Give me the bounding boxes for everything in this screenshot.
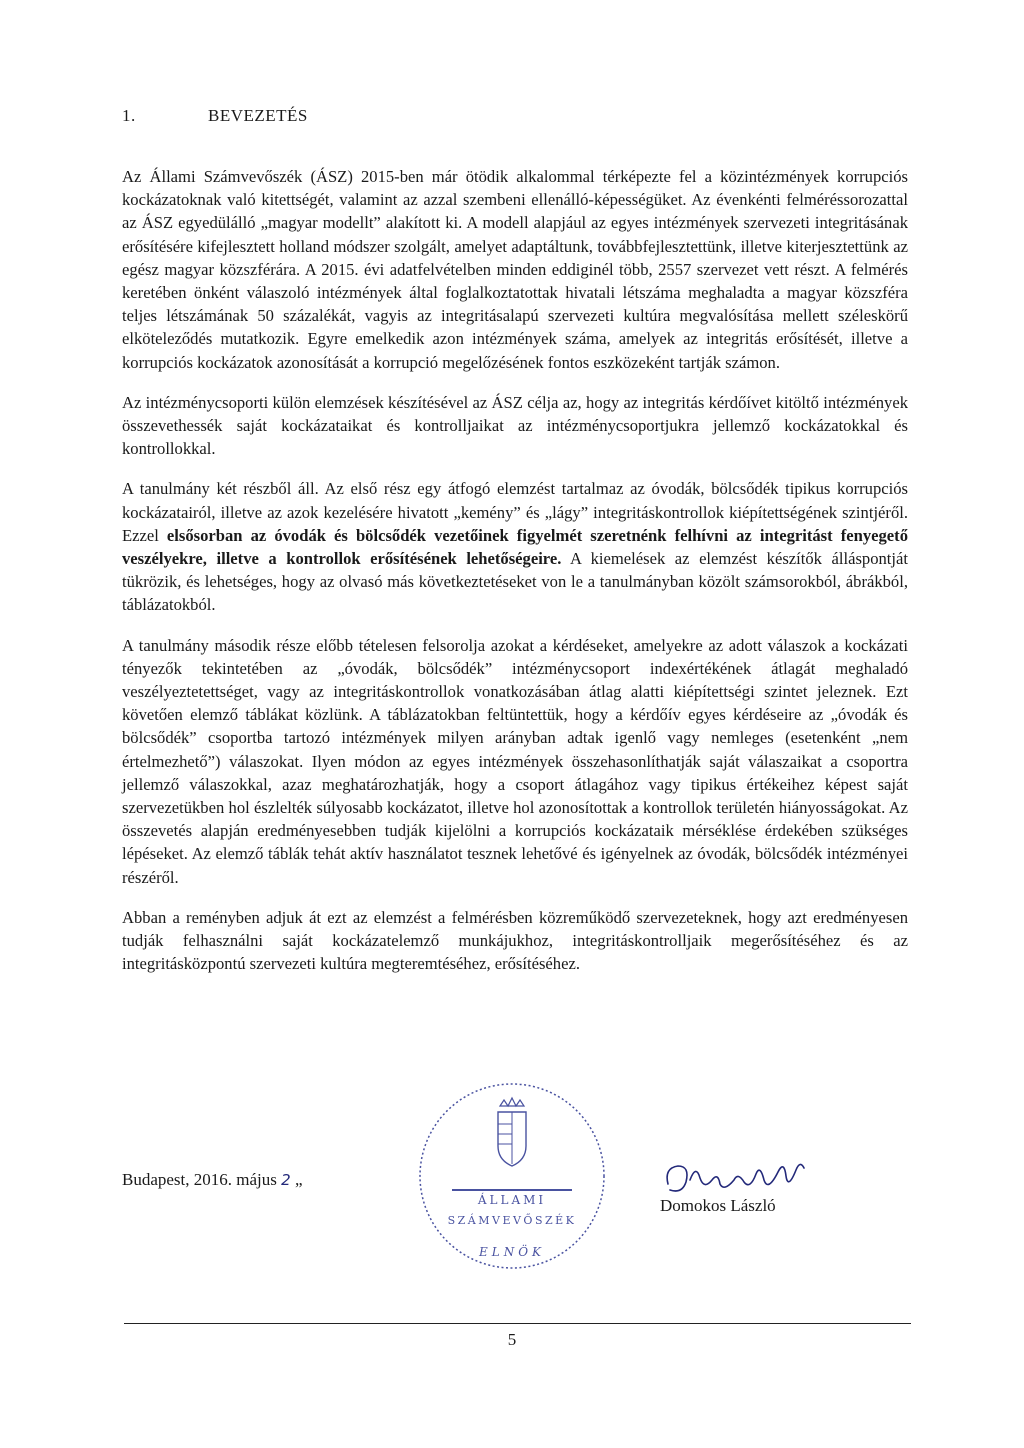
- paragraph-closing: Abban a reményben adjuk át ezt az elemzést a felmérésben közreműködő szervezeteknek, hogy azt eredményesen tudják felhasználni saját kockázatelemző munkájukhoz, integritáskontrolljaik megerősítéséhez és az integritásközpontú szervezeti kultúra megteremtéséhez, erősítéséhez.: [122, 907, 908, 974]
- section-title: BEVEZETÉS: [208, 106, 308, 125]
- page-number: 5: [507, 1330, 517, 1349]
- footer-divider: [124, 1323, 911, 1324]
- signer-name: Domokos László: [660, 1196, 776, 1215]
- paragraph-intro: Az Állami Számvevőszék (ÁSZ) 2015-ben már ötödik alkalommal térképezte fel a közintézmények korrupciós kockázatoknak való kitettségét, valamint az azzal szembeni ellenálló-képességüket. Az évenkénti felméréssorozattal az ÁSZ egyedülálló „magyar modellt” alakított ki. A modell alapjául az egyes intézmények szervezeti integritásának erősítésére kifejlesztett holland módszer szolgált, amelyet adaptáltunk, továbbfejlesztettünk, illetve kiterjesztettünk az egész magyar közszférára. A 2015. évi adatfelvételben minden eddiginél több, 2557 szervezet vett részt. A felmérés keretében önként válaszoló intézmények által foglalkoztatottak hivatali létszáma meghaladta a magyar közszféra teljes létszámának 50 százalékát, vagyis az integritásalapú szervezeti kultúra megvalósítása mellett széleskörű elköteleződés mutatkozik. Egyre emelkedik azon intézmények száma, amelyek az integritás erősítését, illetve a korrupciós kockázatok azonosítását a korrupció megelőzésének fontos eszközeként tartják számon.: [122, 167, 908, 372]
- place-and-date: [122, 1170, 302, 1190]
- paragraph-structure-end: A kiemelések az elemzést készítők álláspontját tükrözik, és lehetséges, hogy az olvasó más következtetéseket von le a tanulmányban közölt számsorokból, ábrákból, táblázatokból.: [122, 549, 908, 615]
- paragraph-second-part: A tanulmány második része előbb tételesen felsorolja azokat a kérdéseket, amelyekre az adott válaszok a kockázati tényezők tekintetében az „óvodák, bölcsődék” intézménycsoport indexértékének átlagát meghaladó veszélyeztetettséget, vagy az integritáskontrollok vonatkozásában átlag alatti kiépítettségi szintet jeleznek. Ezt követően elemző táblákat közlünk. A táblázatokban feltüntettük, hogy a kérdőív egyes kérdéseire az „óvodák és bölcsődék” csoportba tartozó intézmények milyen arányban adtak igenlő vagy nemleges (esetenként „nem értelmezhető”) válaszokat. Ilyen módon az egyes intézmények összehasonlíthatják saját válaszaikat a csoportra jellemző válaszokkal, azaz meghatározhatják, hogy a csoport átlagához vagy tipikus értékeihez képest saját szervezetükben hol észlelték súlyosabb kockázatot, illetve hol azonosítottak a kontrollok területén hiányosságokat. Az összevetés alapján eredményesebben tudják kijelölni a korrupciós kockázataik mérséklése érdekében szükséges lépéseket. Az elemző táblák tehát aktív használatot tesznek lehetővé és igényelnek az óvodák, bölcsődék intézményei részéről.: [122, 635, 908, 887]
- place-date-text: Budapest, 2016. május: [122, 1170, 282, 1189]
- paragraph-structure: [122, 477, 908, 616]
- seal-line-1: ÁLLAMI: [477, 1193, 547, 1207]
- paragraph-structure-emphasis: elsősorban az óvodák és bölcsődék vezetőinek figyelmét szeretnénk felhívni az integritást fenyegető veszélyekre, illetve a kontrollok erősítésének lehetőségeire.: [122, 525, 908, 569]
- official-seal-stamp: [412, 1076, 612, 1276]
- paragraph-purpose: Az intézménycsoporti külön elemzések készítésével az ÁSZ célja az, hogy az integritás kérdőívet kitöltő intézmények összevethessék saját kockázataikat és kontrolljaikat az intézménycsoportjukra jellemző kockázatokkal és kontrollokkal.: [122, 392, 908, 459]
- seal-line-2: SZÁMVEVŐSZÉK: [447, 1214, 577, 1227]
- seal-line-3: ELNÖK: [478, 1245, 546, 1259]
- handwritten-day: 2: [281, 1171, 291, 1189]
- date-tail: „: [290, 1170, 303, 1189]
- section-heading: [122, 106, 308, 126]
- section-number: 1.: [122, 106, 136, 125]
- document-body: [122, 165, 908, 993]
- paragraph-structure-start: A tanulmány két részből áll. Az első rész egy átfogó elemzést tartalmaz az óvodák, bölcsődék tipikus korrupciós kockázatairól, illetve az azok kezelésére hivatott „kemény” és „lágy” integritáskontrollok kiépítettségének szintjéről. Ezzel: [122, 479, 908, 545]
